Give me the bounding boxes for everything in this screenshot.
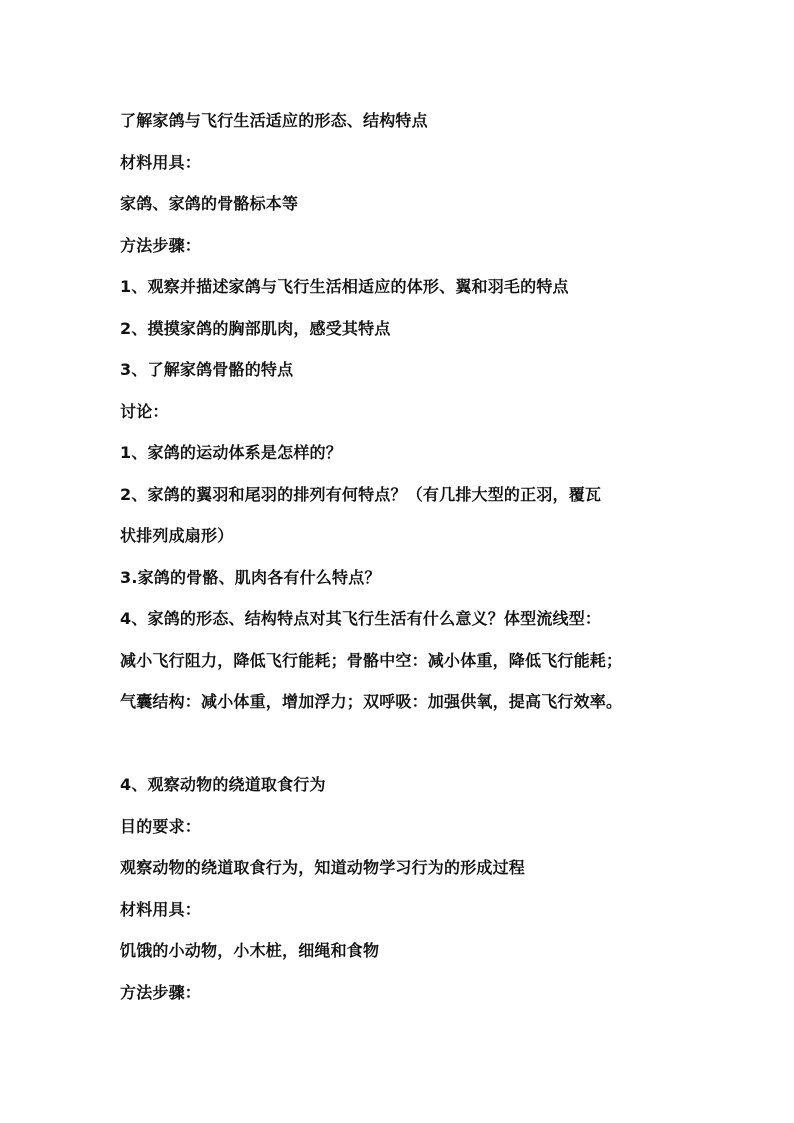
text-line-step-2: 2、摸摸家鸽的胸部肌肉，感受其特点 [120,318,391,338]
text-line-discussion-4-cont-1: 减小飞行阻力，降低飞行能耗；骨骼中空：减小体重，降低飞行能耗； [120,650,623,670]
text-line-steps-heading: 方法步骤： [120,235,202,255]
text-line-discussion-3: 3.家鸽的骨骼、肌肉各有什么特点？ [120,567,381,587]
text-line-discussion-1: 1、家鸽的运动体系是怎样的？ [120,443,342,462]
text-line-step-3: 3、了解家鸽骨骼的特点 [120,360,294,379]
text-line-purpose: 观察动物的绕道取食行为，知道动物学习行为的形成过程 [120,858,526,877]
document-body [120,100,700,1013]
text-line-materials: 家鸽、家鸽的骨骼标本等 [120,194,299,213]
text-line-section-4-title: 4、观察动物的绕道取食行为 [120,775,326,794]
text-line-discussion-4: 4、家鸽的形态、结构特点对其飞行生活有什么意义？体型流线型： [120,609,602,628]
text-line-materials-2: 饥饿的小动物，小木桩，细绳和食物 [120,941,380,960]
text-line-materials-heading: 材料用具： [120,152,202,172]
text-line-steps-heading-2: 方法步骤： [120,982,202,1002]
text-line-discussion-heading: 讨论： [120,401,169,421]
paragraph-gap [120,723,700,765]
text-line-discussion-2: 2、家鸽的翼羽和尾羽的排列有何特点？（有几排大型的正羽，覆瓦 [120,484,602,504]
text-line-materials-heading-2: 材料用具： [120,899,202,919]
text-line-purpose-heading: 目的要求： [120,816,202,836]
text-line-objective: 了解家鸽与飞行生活适应的形态、结构特点 [120,111,428,130]
text-line-discussion-4-cont-2: 气囊结构：减小体重，增加浮力；双呼吸：加强供氧，提高飞行效率。 [120,692,623,711]
text-line-discussion-2-cont: 状排列成扇形） [120,526,234,545]
text-line-step-1: 1、观察并描述家鸽与飞行生活相适应的体形、翼和羽毛的特点 [120,277,569,296]
